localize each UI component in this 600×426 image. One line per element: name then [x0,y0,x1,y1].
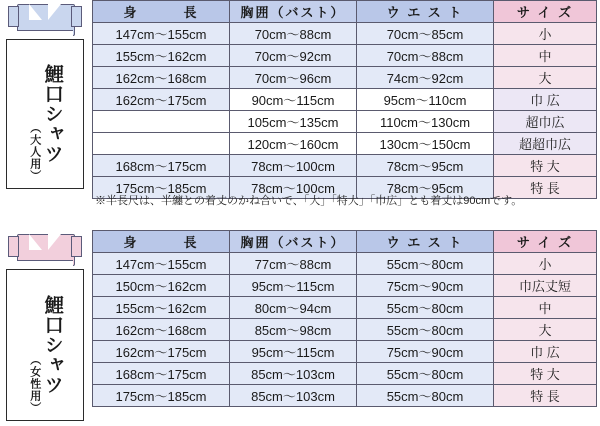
table-row [93,45,597,67]
mens-size-table [92,0,597,199]
table-row [93,67,597,89]
header-height: 身 長 [93,1,230,23]
cell-bust: 95cm〜115cm [230,275,357,297]
mens-product-usage: （大人用） [28,122,41,182]
cell-waist: 55cm〜80cm [357,385,494,407]
cell-bust: 80cm〜94cm [230,297,357,319]
cell-size: 大 [494,67,597,89]
table-row [93,89,597,111]
header-size: サ イ ズ [494,1,597,23]
cell-height: 175cm〜185cm [93,177,230,199]
happi-coat-icon-blue [8,2,82,36]
cell-waist: 78cm〜95cm [357,155,494,177]
table-row [93,23,597,45]
cell-size: 巾広丈短 [494,275,597,297]
header-bust: 胸囲（バスト） [230,1,357,23]
header-bust: 胸囲（バスト） [230,231,357,253]
cell-bust: 78cm〜100cm [230,177,357,199]
mens-product-name-box [6,39,84,189]
cell-waist: 95cm〜110cm [357,89,494,111]
header-waist: ウ エ ス ト [357,1,494,23]
cell-height: 150cm〜162cm [93,275,230,297]
cell-waist: 130cm〜150cm [357,133,494,155]
cell-waist: 75cm〜90cm [357,341,494,363]
cell-size: 大 [494,319,597,341]
cell-waist: 110cm〜130cm [357,111,494,133]
womens-label-column [6,230,84,421]
mens-table-note: ※半長尺は、半纏との着丈のかね合いで、「大」「特大」「巾広」とも着丈は90cmです。 [95,195,523,207]
cell-size: 超超巾広 [494,133,597,155]
cell-size: 中 [494,297,597,319]
cell-bust: 85cm〜103cm [230,385,357,407]
cell-bust: 90cm〜115cm [230,89,357,111]
cell-waist: 55cm〜80cm [357,363,494,385]
cell-height: 147cm〜155cm [93,253,230,275]
cell-waist: 55cm〜80cm [357,319,494,341]
womens-product-usage: （女性用） [28,354,41,414]
table-row [93,297,597,319]
cell-height: 162cm〜175cm [93,341,230,363]
cell-bust: 105cm〜135cm [230,111,357,133]
cell-bust: 120cm〜160cm [230,133,357,155]
cell-size: 巾 広 [494,89,597,111]
table-row [93,275,597,297]
table-header-row [93,231,597,253]
cell-waist: 55cm〜80cm [357,253,494,275]
womens-size-table [92,230,597,407]
womens-product-name-box [6,269,84,421]
cell-bust: 70cm〜88cm [230,23,357,45]
cell-size: 特 長 [494,385,597,407]
table-row [93,341,597,363]
cell-waist: 55cm〜80cm [357,297,494,319]
cell-size: 超巾広 [494,111,597,133]
cell-waist: 70cm〜85cm [357,23,494,45]
cell-size: 特 大 [494,363,597,385]
cell-height: 155cm〜162cm [93,297,230,319]
cell-size: 特 大 [494,155,597,177]
happi-coat-icon-pink [8,232,82,266]
cell-bust: 77cm〜88cm [230,253,357,275]
cell-height [93,111,230,133]
cell-bust: 95cm〜115cm [230,341,357,363]
table-row [93,133,597,155]
cell-height: 162cm〜168cm [93,67,230,89]
header-size: サ イ ズ [494,231,597,253]
mens-label-column [6,0,84,189]
cell-height: 162cm〜168cm [93,319,230,341]
table-row [93,319,597,341]
cell-waist: 75cm〜90cm [357,275,494,297]
cell-height: 147cm〜155cm [93,23,230,45]
cell-size: 特 長 [494,177,597,199]
cell-bust: 70cm〜92cm [230,45,357,67]
cell-height [93,133,230,155]
table-header-row [93,1,597,23]
cell-height: 162cm〜175cm [93,89,230,111]
cell-size: 中 [494,45,597,67]
womens-product-name: 鯉口シャツ [41,295,63,395]
cell-height: 175cm〜185cm [93,385,230,407]
table-row [93,253,597,275]
cell-size: 小 [494,23,597,45]
cell-height: 155cm〜162cm [93,45,230,67]
cell-bust: 78cm〜100cm [230,155,357,177]
cell-waist: 70cm〜88cm [357,45,494,67]
cell-size: 小 [494,253,597,275]
cell-bust: 85cm〜98cm [230,319,357,341]
mens-product-name: 鯉口シャツ [41,64,63,164]
table-row [93,155,597,177]
header-waist: ウ エ ス ト [357,231,494,253]
cell-height: 168cm〜175cm [93,155,230,177]
header-height: 身 長 [93,231,230,253]
table-row [93,385,597,407]
cell-size: 巾 広 [494,341,597,363]
cell-bust: 85cm〜103cm [230,363,357,385]
cell-waist: 78cm〜95cm [357,177,494,199]
table-row [93,363,597,385]
cell-height: 168cm〜175cm [93,363,230,385]
cell-waist: 74cm〜92cm [357,67,494,89]
cell-bust: 70cm〜96cm [230,67,357,89]
table-row [93,111,597,133]
